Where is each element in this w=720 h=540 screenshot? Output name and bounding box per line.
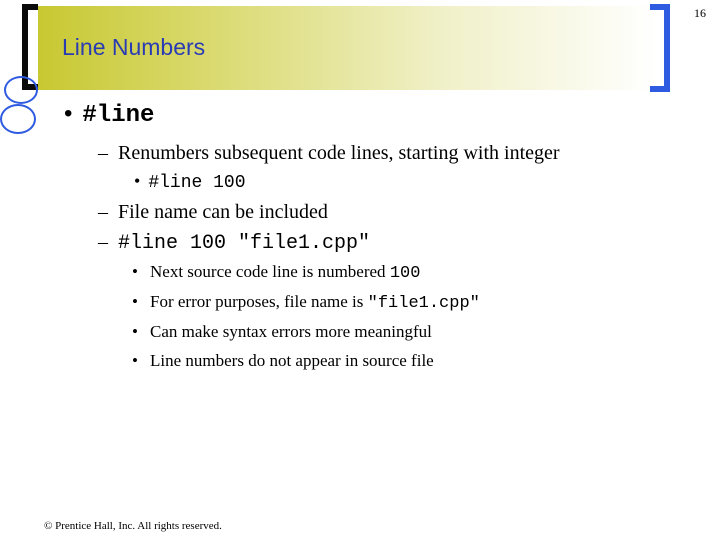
item-text: Line numbers do not appear in source file bbox=[150, 351, 434, 370]
example-item bbox=[134, 171, 246, 193]
filename-example-item bbox=[98, 231, 370, 255]
code-text: "file1.cpp" bbox=[367, 294, 480, 313]
dash-marker: – bbox=[98, 201, 108, 223]
sub-bullet-item bbox=[132, 292, 480, 313]
code-text: 100 bbox=[389, 264, 421, 283]
slide-title: Line Numbers bbox=[62, 34, 206, 60]
sub-bullet-item bbox=[132, 351, 434, 372]
code-text: #line 100 "file1.cpp" bbox=[118, 232, 371, 255]
item-text: Next source code line is numbered bbox=[150, 262, 390, 281]
filename-item bbox=[98, 201, 328, 224]
page-number: 16 bbox=[694, 6, 706, 20]
circle-decoration bbox=[0, 104, 36, 134]
dash-marker: – bbox=[98, 231, 108, 253]
sub-bullet-item bbox=[132, 322, 432, 343]
bullet-marker: • bbox=[132, 322, 138, 341]
item-text: File name can be included bbox=[118, 201, 328, 223]
right-bracket-decoration bbox=[650, 4, 670, 92]
bullet-marker: • bbox=[64, 100, 73, 127]
code-text: #line 100 bbox=[148, 173, 246, 193]
main-bullet bbox=[64, 100, 154, 129]
item-text: For error purposes, file name is bbox=[150, 292, 368, 311]
code-text: #line bbox=[82, 102, 155, 129]
sub-bullet-item bbox=[132, 262, 420, 283]
circle-decoration bbox=[4, 76, 38, 104]
dash-marker: – bbox=[98, 142, 108, 164]
item-text: Renumbers subsequent code lines, starting with integer bbox=[118, 142, 560, 164]
item-text: Can make syntax errors more meaningful bbox=[150, 322, 432, 341]
renumbers-item bbox=[98, 142, 560, 165]
bullet-marker: • bbox=[132, 292, 138, 311]
bullet-marker: • bbox=[132, 262, 138, 281]
bullet-marker: • bbox=[132, 351, 138, 370]
copyright-footer: © Prentice Hall, Inc. All rights reserved. bbox=[44, 520, 222, 532]
bullet-marker: • bbox=[134, 171, 141, 191]
